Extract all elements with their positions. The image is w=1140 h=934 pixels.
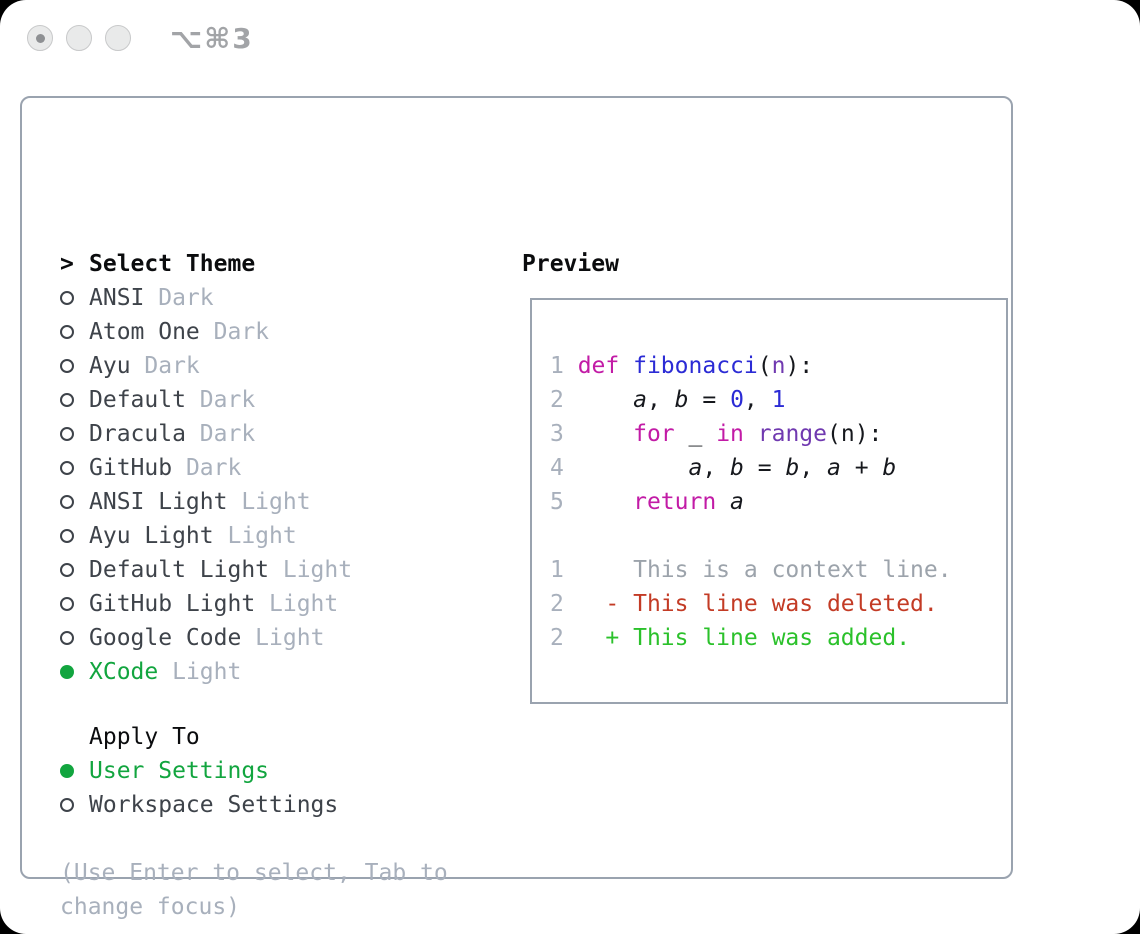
window-shortcut-label: ⌥⌘3 xyxy=(170,22,254,55)
theme-option-xcode[interactable] xyxy=(60,655,448,689)
code-line xyxy=(550,349,1006,383)
code-token-pl xyxy=(578,455,689,481)
theme-option-github-light-variant: Light xyxy=(255,591,339,617)
theme-option-ansi-light[interactable] xyxy=(60,485,448,519)
code-token-pl: ( xyxy=(757,353,772,379)
code-token-pl: ): xyxy=(785,353,814,379)
theme-option-github-light[interactable] xyxy=(60,587,448,621)
code-line xyxy=(550,621,1006,655)
apply-to-header xyxy=(60,720,448,754)
code-token-add: + This line was added. xyxy=(577,625,911,651)
theme-option-atom-one-label: Atom One xyxy=(89,319,200,345)
line-number: 1 xyxy=(550,353,578,379)
theme-option-ansi-variant: Dark xyxy=(144,285,214,311)
code-token-pl: , xyxy=(646,387,675,413)
radio-unselected-icon xyxy=(60,393,74,407)
line-number: 2 xyxy=(550,387,578,413)
radio-unselected-icon xyxy=(60,495,74,509)
radio-unselected-icon xyxy=(60,291,74,305)
radio-unselected-icon xyxy=(60,461,74,475)
code-line xyxy=(550,451,1006,485)
code-token-pl: , xyxy=(702,455,731,481)
theme-option-atom-one[interactable] xyxy=(60,315,448,349)
apply-option-user-settings[interactable] xyxy=(60,754,448,788)
code-token-vr: a xyxy=(688,455,703,481)
code-token-pr: range xyxy=(757,421,827,447)
code-token-pl: , xyxy=(743,387,772,413)
theme-option-xcode-variant: Light xyxy=(158,659,242,685)
theme-option-google-code-label: Google Code xyxy=(89,625,242,651)
theme-option-ayu-light-variant: Light xyxy=(213,523,297,549)
code-token-pl xyxy=(619,353,633,379)
theme-option-ayu[interactable] xyxy=(60,349,448,383)
theme-option-google-code-variant: Light xyxy=(241,625,325,651)
code-token-pl: _ xyxy=(674,421,717,447)
preview-code-box xyxy=(530,298,1008,704)
radio-unselected-icon xyxy=(60,325,74,339)
code-token-kw: for xyxy=(633,421,675,447)
code-line xyxy=(550,519,1006,553)
code-token-pl xyxy=(578,489,633,515)
theme-option-github-variant: Dark xyxy=(172,455,242,481)
line-number: 4 xyxy=(550,455,578,481)
theme-option-ansi-light-label: ANSI Light xyxy=(89,489,228,515)
code-token-ctx: This is a context line. xyxy=(577,557,952,583)
theme-option-default[interactable] xyxy=(60,383,448,417)
theme-option-dracula-variant: Dark xyxy=(185,421,256,447)
window-button-dot-icon xyxy=(36,34,45,43)
apply-to-options-list xyxy=(60,754,448,822)
apply-to-title: Apply To xyxy=(89,724,200,750)
code-token-del: - This line was deleted. xyxy=(577,591,938,617)
theme-option-xcode-label: XCode xyxy=(89,659,159,685)
select-theme-header xyxy=(60,247,448,281)
line-number: 3 xyxy=(550,421,578,447)
theme-option-atom-one-variant: Dark xyxy=(199,319,270,345)
code-token-kw: return xyxy=(633,489,717,515)
apply-option-workspace-settings-label: Workspace Settings xyxy=(89,792,339,818)
keyboard-hint-line: (Use Enter to select, Tab to xyxy=(60,860,448,886)
window-button-zoom[interactable] xyxy=(105,25,131,51)
line-number: 2 xyxy=(550,591,578,617)
code-token-vr: a xyxy=(827,455,841,481)
radio-unselected-icon xyxy=(60,529,74,543)
theme-option-ansi-light-variant: Light xyxy=(227,489,311,515)
radio-unselected-icon xyxy=(60,798,74,812)
theme-option-ayu-light-label: Ayu Light xyxy=(89,523,214,549)
theme-options-list xyxy=(60,281,448,689)
code-token-pl xyxy=(578,387,633,413)
radio-unselected-icon xyxy=(60,631,74,645)
radio-unselected-icon xyxy=(60,359,74,373)
theme-option-dracula-label: Dracula xyxy=(89,421,186,447)
window-controls xyxy=(27,25,131,51)
code-token-pl xyxy=(716,489,730,515)
theme-option-github[interactable] xyxy=(60,451,448,485)
theme-picker-window xyxy=(20,96,1013,920)
code-token-fn: fibonacci xyxy=(633,353,758,379)
apply-option-user-settings-label: User Settings xyxy=(89,758,270,784)
theme-option-ayu-variant: Dark xyxy=(130,353,200,379)
code-token-nm: 1 xyxy=(771,387,786,413)
code-token-vr: b xyxy=(730,455,744,481)
theme-option-ayu-light[interactable] xyxy=(60,519,448,553)
radio-selected-icon xyxy=(60,764,74,778)
spacer xyxy=(60,689,448,720)
radio-unselected-icon xyxy=(60,597,74,611)
line-number: 5 xyxy=(550,489,578,515)
code-token-kw: in xyxy=(716,421,744,447)
code-token-vr: b xyxy=(674,387,689,413)
code-token-vr: b xyxy=(882,455,897,481)
window-button-minimize[interactable] xyxy=(66,25,92,51)
code-token-vr: b xyxy=(785,455,800,481)
code-token-pl xyxy=(578,421,633,447)
radio-unselected-icon xyxy=(60,427,74,441)
theme-option-dracula[interactable] xyxy=(60,417,448,451)
code-token-pl: (n): xyxy=(827,421,883,447)
theme-option-ansi-label: ANSI xyxy=(89,285,145,311)
code-token-pl: = xyxy=(743,455,786,481)
line-number: 2 xyxy=(550,625,578,651)
line-number: 1 xyxy=(550,557,578,583)
code-token-kw: def xyxy=(577,353,620,379)
code-token-vr: a xyxy=(633,387,647,413)
code-token-pl xyxy=(744,421,758,447)
code-line xyxy=(550,383,1006,417)
theme-option-default-light-variant: Light xyxy=(269,557,353,583)
line-number xyxy=(550,523,578,549)
code-token-pr: n xyxy=(771,353,786,379)
code-token-nm: 0 xyxy=(730,387,744,413)
code-token-pl: , xyxy=(799,455,828,481)
theme-option-default-light-label: Default Light xyxy=(89,557,270,583)
window-button-close[interactable] xyxy=(27,25,53,51)
theme-option-default-variant: Dark xyxy=(185,387,256,413)
selection-cursor-icon: > xyxy=(60,251,74,277)
code-line xyxy=(550,485,1006,519)
keyboard-hint-line: change focus) xyxy=(60,894,241,920)
theme-option-default-label: Default xyxy=(89,387,186,413)
keyboard-hint xyxy=(60,856,448,924)
select-theme-title: Select Theme xyxy=(89,251,256,277)
radio-unselected-icon xyxy=(60,563,74,577)
theme-option-ansi[interactable] xyxy=(60,281,448,315)
code-token-pl: + xyxy=(840,455,883,481)
theme-option-ayu-label: Ayu xyxy=(89,353,131,379)
theme-list-panel xyxy=(60,247,448,924)
theme-option-github-label: GitHub xyxy=(89,455,173,481)
theme-option-github-light-label: GitHub Light xyxy=(89,591,256,617)
apply-option-workspace-settings[interactable] xyxy=(60,788,448,822)
code-line xyxy=(550,417,1006,451)
theme-option-google-code[interactable] xyxy=(60,621,448,655)
code-token-pl: = xyxy=(688,387,731,413)
preview-title: Preview xyxy=(522,251,619,277)
radio-selected-icon xyxy=(60,665,74,679)
code-line xyxy=(550,553,1006,587)
code-line xyxy=(550,587,1006,621)
theme-option-default-light[interactable] xyxy=(60,553,448,587)
code-token-vr: a xyxy=(730,489,744,515)
